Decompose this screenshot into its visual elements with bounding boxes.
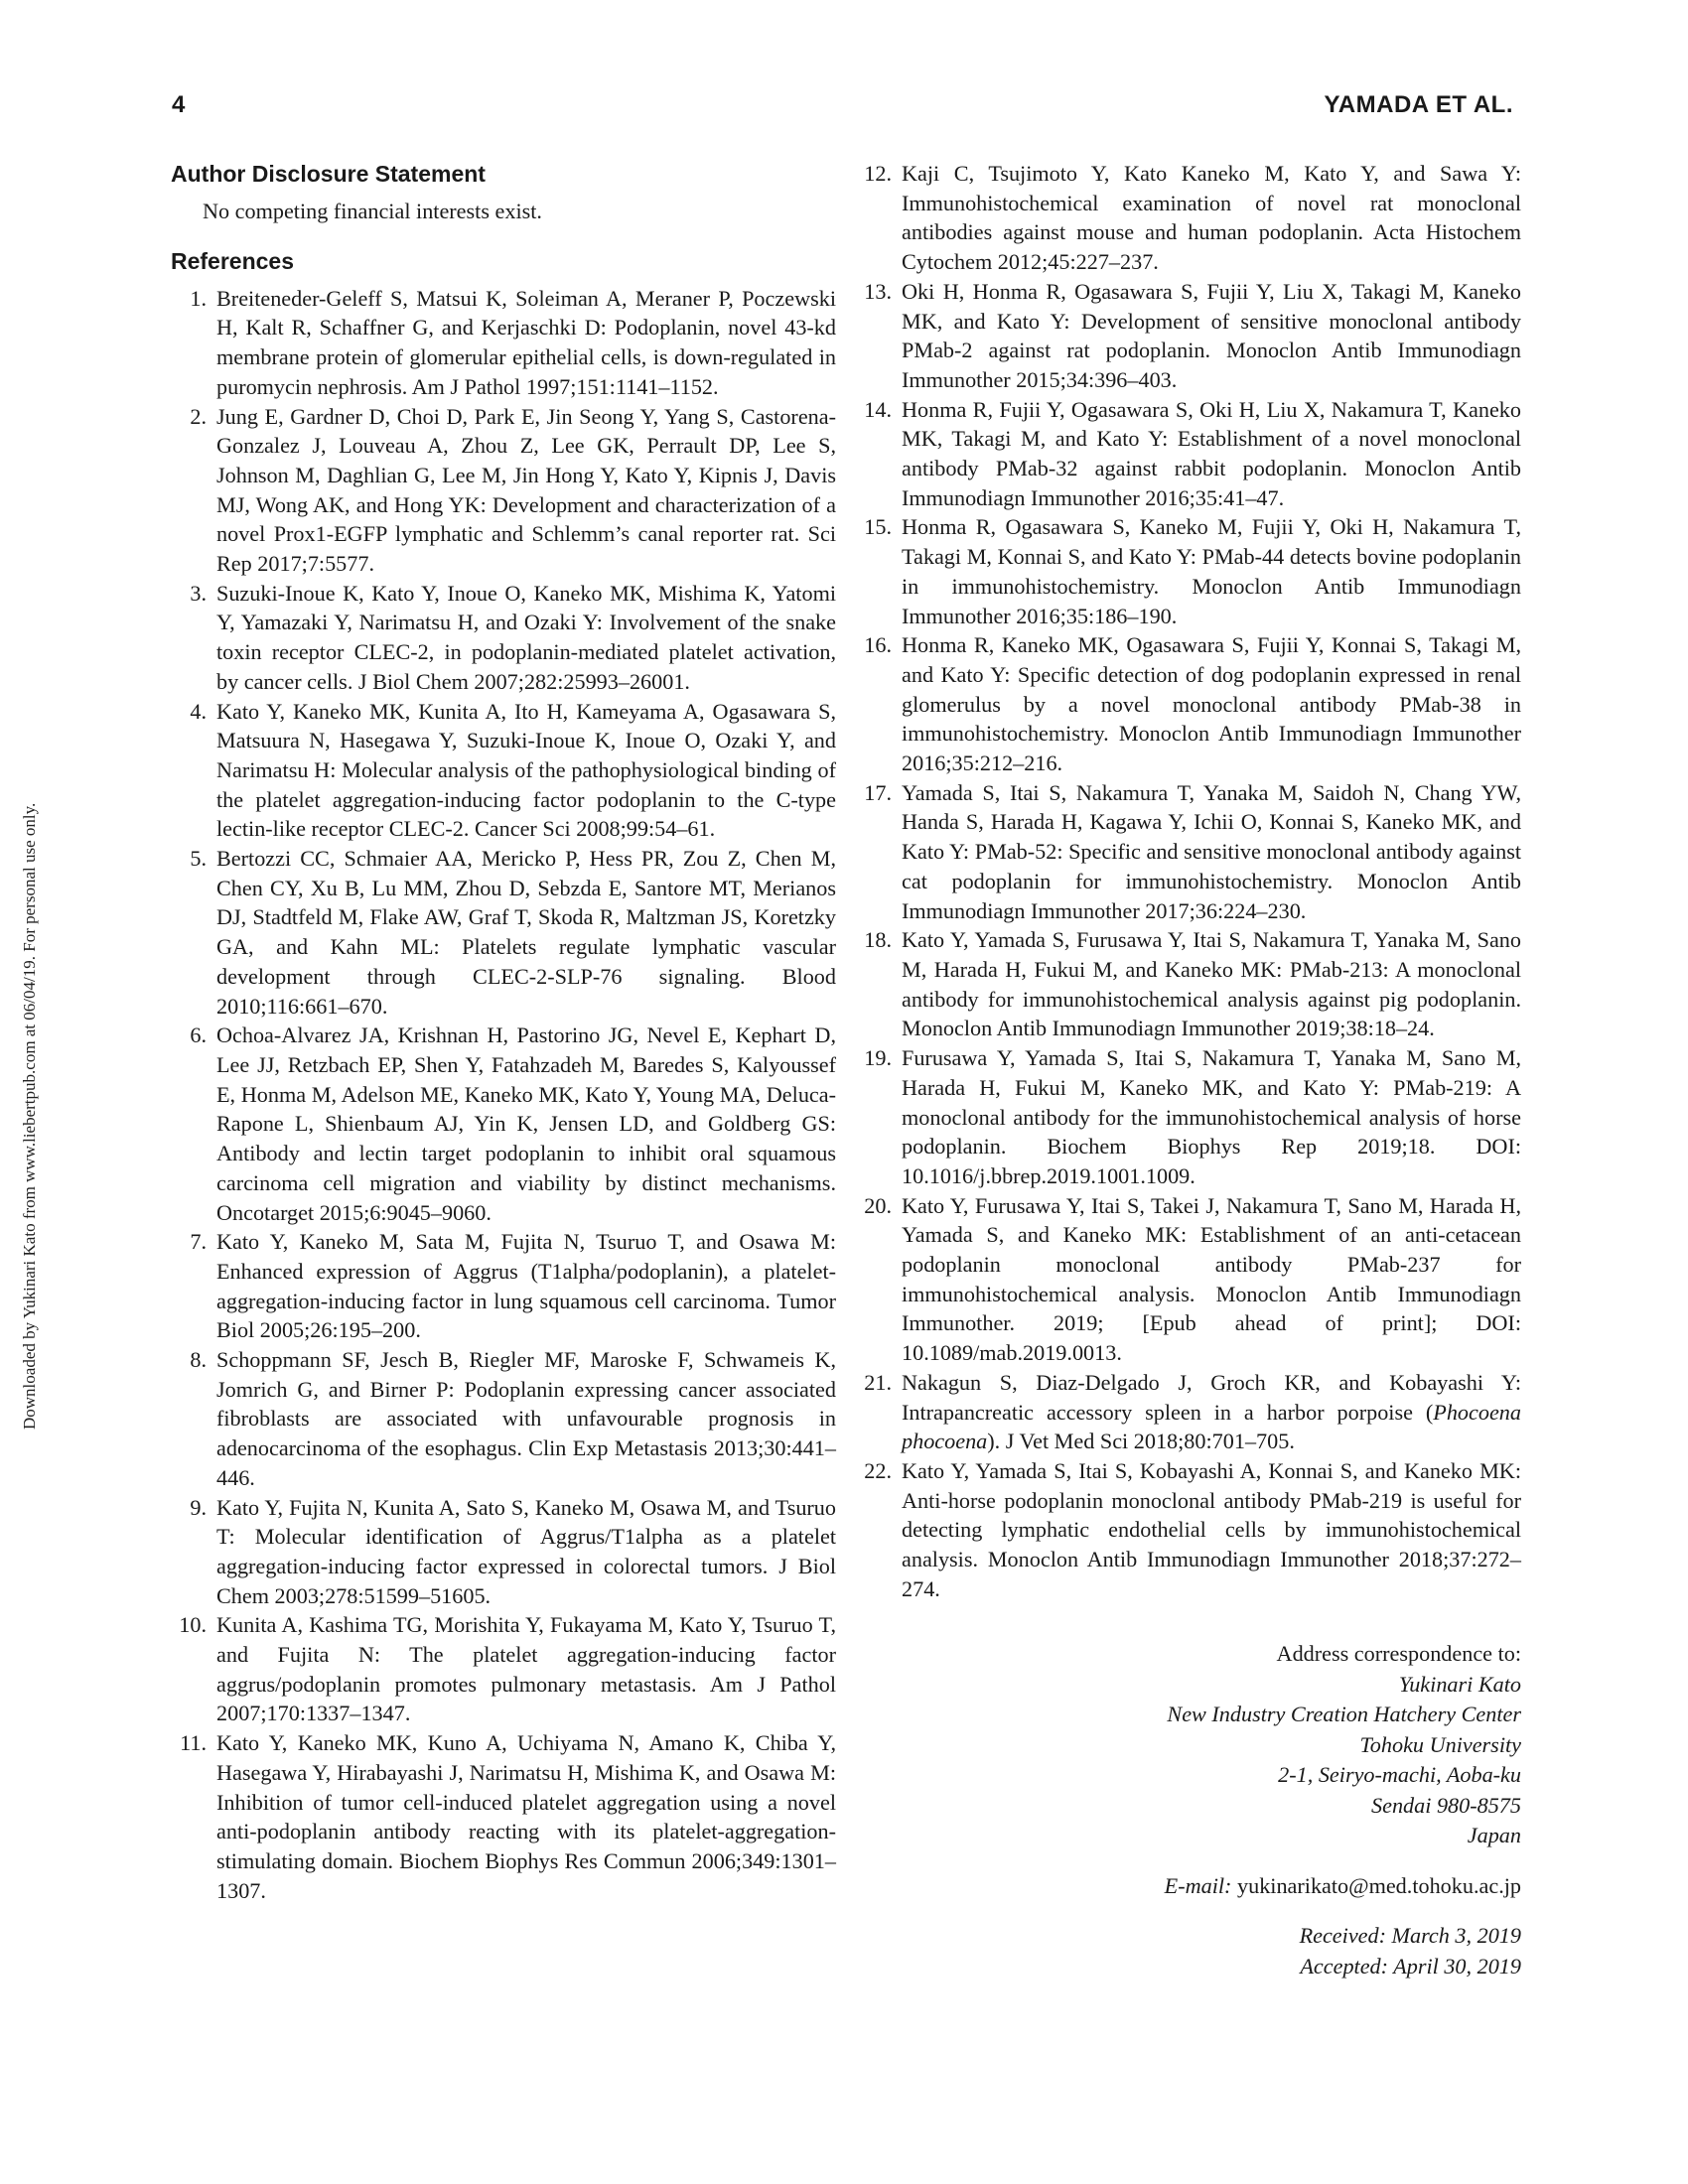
reference-item	[171, 284, 836, 402]
reference-list-right	[856, 159, 1521, 1603]
reference-text: Furusawa Y, Yamada S, Itai S, Nakamura T, Yanaka M, Sano M, Harada H, Fukui M, Kaneko MK, and Kato Y: PMab-219: A monoclonal antibody for the immunohistochemical analysis of horse podoplanin. Biochem Biophys Rep 2019;18. DOI: 10.1016/j.bbrep.2019.1001.1009.	[902, 1045, 1521, 1188]
reference-text: Bertozzi CC, Schmaier AA, Mericko P, Hess PR, Zou Z, Chen M, Chen CY, Xu B, Lu MM, Zhou D, Sebzda E, Santore MT, Merianos DJ, Stadtfeld M, Flake AW, Graf T, Skoda R, Maltzman JS, Koretzky GA, and Kahn ML: Platelets regulate lymphatic vascular development through CLEC-2-SLP-76 signaling. Blood 2010;116:661–670.	[216, 846, 836, 1019]
reference-text-tail: ). J Vet Med Sci 2018;80:701–705.	[987, 1429, 1295, 1454]
disclosure-heading: Author Disclosure Statement	[171, 161, 486, 187]
reference-item	[856, 1368, 1521, 1456]
reference-text: Nakagun S, Diaz-Delgado J, Groch KR, and Kobayashi Y: Intrapancreatic accessory spleen in a harbor porpoise (	[902, 1369, 1521, 1425]
accepted-date: Accepted: April 30, 2019	[1300, 1953, 1521, 1979]
email-address[interactable]: yukinarikato@med.tohoku.ac.jp	[1237, 1872, 1521, 1898]
reference-number: 8.	[190, 1347, 207, 1373]
reference-number: 18.	[864, 927, 892, 953]
reference-number: 13.	[864, 278, 892, 304]
left-column	[171, 159, 836, 1905]
reference-item	[856, 1043, 1521, 1191]
reference-number: 9.	[190, 1494, 207, 1520]
correspondence-email-row	[856, 1871, 1521, 1902]
reference-text: Oki H, Honma R, Ogasawara S, Fujii Y, Liu X, Takagi M, Kaneko MK, and Kato Y: Development of sensitive monoclonal antibody PMab-2 against rat podoplanin. Monoclon Antib Immunodiagn Immunother 2015;34:396–403.	[902, 278, 1521, 392]
reference-text: Breiteneder-Geleff S, Matsui K, Soleiman A, Meraner P, Poczewski H, Kalt R, Schaffner G, and Kerjaschki D: Podoplanin, novel 43-kd membrane protein of glomerular epithelial cells, is down-regulated in puromycin nephrosis. Am J Pathol 1997;151:1141–1152.	[216, 285, 836, 399]
reference-item	[856, 778, 1521, 926]
download-notice: Downloaded by Yukinari Kato from www.liebertpub.com at 06/04/19. For personal use only.	[20, 802, 39, 1430]
reference-text: Kaji C, Tsujimoto Y, Kato Kaneko M, Kato Y, and Sawa Y: Immunohistochemical examination of novel rat monoclonal antibodies against mouse and human podoplanin. Acta Histochem Cytochem 2012;45:227–237.	[902, 161, 1521, 275]
correspondence-line: New Industry Creation Hatchery Center	[1167, 1702, 1521, 1727]
correspondence-block	[856, 1639, 1521, 1981]
correspondence-line: 2-1, Seiryo-machi, Aoba-ku	[1278, 1762, 1521, 1788]
reference-number: 19.	[864, 1045, 892, 1071]
page-number: 4	[172, 91, 186, 118]
correspondence-intro: Address correspondence to:	[1276, 1641, 1521, 1667]
received-date: Received: March 3, 2019	[1299, 1923, 1521, 1949]
references-heading: References	[171, 247, 295, 274]
reference-item	[171, 579, 836, 697]
reference-item	[856, 630, 1521, 778]
reference-number: 3.	[190, 580, 207, 606]
correspondence-line: Tohoku University	[1359, 1731, 1521, 1757]
reference-number: 7.	[190, 1229, 207, 1255]
reference-item	[856, 1191, 1521, 1368]
reference-number: 22.	[864, 1457, 892, 1483]
reference-text: Kato Y, Furusawa Y, Itai S, Takei J, Nakamura T, Sano M, Harada H, Yamada S, and Kaneko MK: Establishment of an anti-cetacean podoplanin monoclonal antibody PMab-237 for immunohistochemical analysis. Monoclon Antib Immunodiagn Immunother. 2019; [Epub ahead of print]; DOI: 10.1089/mab.2019.0013.	[902, 1192, 1521, 1366]
reference-item	[856, 395, 1521, 513]
reference-text: Suzuki-Inoue K, Kato Y, Inoue O, Kaneko MK, Mishima K, Yatomi Y, Yamazaki Y, Narimatsu H, and Ozaki Y: Involvement of the snake toxin receptor CLEC-2, in podoplanin-mediated platelet activation, by cancer cells. J Biol Chem 2007;282:25993–26001.	[216, 580, 836, 694]
reference-text: Kato Y, Kaneko M, Sata M, Fujita N, Tsuruo T, and Osawa M: Enhanced expression of Aggrus (T1alpha/podoplanin), a platelet-aggregation-inducing factor in lung squamous cell carcinoma. Tumor Biol 2005;26:195–200.	[216, 1229, 836, 1343]
correspondence-name: Yukinari Kato	[1398, 1671, 1521, 1697]
reference-text: Kato Y, Yamada S, Furusawa Y, Itai S, Nakamura T, Yanaka M, Sano M, Harada H, Fukui M, and Kaneko MK: PMab-213: A monoclonal antibody for immunohistochemical analysis against pig podoplanin. Monoclon Antib Immunodiagn Immunother 2019;38:18–24.	[902, 927, 1521, 1041]
reference-number: 17.	[864, 779, 892, 805]
reference-list-left	[171, 284, 836, 1906]
reference-species: Phocoena phocoena	[902, 1399, 1521, 1454]
reference-item	[171, 1728, 836, 1905]
reference-text: Yamada S, Itai S, Nakamura T, Yanaka M, Saidoh N, Chang YW, Handa S, Harada H, Kagawa Y, Ichii O, Konnai S, Kaneko MK, and Kato Y: PMab-52: Specific and sensitive monoclonal antibody against cat podoplanin for immunohistochemistry. Monoclon Antib Immunodiagn Immunother 2017;36:224–230.	[902, 779, 1521, 923]
reference-text: Schoppmann SF, Jesch B, Riegler MF, Maroske F, Schwameis K, Jomrich G, and Birner P: Podoplanin expressing cancer associated fibroblasts are associated with unfavourable prognosis in adenocarcinoma of the esophagus. Clin Exp Metastasis 2013;30:441–446.	[216, 1347, 836, 1490]
reference-item	[856, 159, 1521, 277]
reference-item	[171, 1227, 836, 1345]
reference-item	[856, 512, 1521, 630]
reference-number: 6.	[190, 1023, 207, 1048]
reference-number: 5.	[190, 846, 207, 872]
reference-text: Kato Y, Kaneko MK, Kunita A, Ito H, Kameyama A, Ogasawara S, Matsuura N, Hasegawa Y, Suzuki-Inoue K, Inoue O, Ozaki Y, and Narimatsu H: Molecular analysis of the pathophysiological binding of the platelet aggregation-inducing factor podoplanin to the C-type lectin-like receptor CLEC-2. Cancer Sci 2008;99:54–61.	[216, 698, 836, 842]
reference-item	[171, 844, 836, 1021]
reference-number: 4.	[190, 698, 207, 724]
reference-number: 14.	[864, 396, 892, 422]
reference-text: Kunita A, Kashima TG, Morishita Y, Fukayama M, Kato Y, Tsuruo T, and Fujita N: The platelet aggregation-inducing factor aggrus/podoplanin promotes pulmonary metastasis. Am J Pathol 2007;170:1337–1347.	[216, 1612, 836, 1726]
reference-text: Kato Y, Fujita N, Kunita A, Sato S, Kaneko M, Osawa M, and Tsuruo T: Molecular identification of Aggrus/T1alpha as a platelet aggregation-inducing factor expressed in colorectal tumors. J Biol Chem 2003;278:51599–51605.	[216, 1494, 836, 1608]
reference-number: 15.	[864, 514, 892, 540]
correspondence-line: Sendai 980-8575	[1371, 1792, 1521, 1818]
reference-item	[171, 1345, 836, 1493]
correspondence-line: Japan	[1467, 1823, 1521, 1848]
reference-item	[856, 925, 1521, 1043]
reference-text: Kato Y, Kaneko MK, Kuno A, Uchiyama N, Amano K, Chiba Y, Hasegawa Y, Hirabayashi J, Narimatsu H, Mishima K, and Osawa M: Inhibition of tumor cell-induced platelet aggregation using a novel anti-podoplanin antibody reacting with its platelet-aggregation-stimulating domain. Biochem Biophys Res Commun 2006;349:1301–1307.	[216, 1730, 836, 1903]
reference-text: Honma R, Fujii Y, Ogasawara S, Oki H, Liu X, Nakamura T, Kaneko MK, Takagi M, and Kato Y: Establishment of a novel monoclonal antibody PMab-32 against rabbit podoplanin. Monoclon Antib Immunodiagn Immunother 2016;35:41–47.	[902, 396, 1521, 510]
running-head: YAMADA ET AL.	[1324, 91, 1513, 118]
reference-item	[171, 1610, 836, 1728]
reference-item	[856, 277, 1521, 395]
reference-text: Honma R, Kaneko MK, Ogasawara S, Fujii Y, Konnai S, Takagi M, and Kato Y: Specific detection of dog podoplanin expressed in renal glomerulus by a novel monoclonal antibody PMab-38 in immunohistochemistry. Monoclon Antib Immunodiagn Immunother 2016;35:212–216.	[902, 632, 1521, 776]
reference-number: 1.	[190, 285, 207, 311]
reference-text: Honma R, Ogasawara S, Kaneko M, Fujii Y, Oki H, Nakamura T, Takagi M, Konnai S, and Kato Y: PMab-44 detects bovine podoplanin in immunohistochemistry. Monoclon Antib Immunodiagn Immunother 2016;35:186–190.	[902, 514, 1521, 628]
reference-text: Ochoa-Alvarez JA, Krishnan H, Pastorino JG, Nevel E, Kephart D, Lee JJ, Retzbach EP, Shen Y, Fatahzadeh M, Baredes S, Kalyoussef E, Honma M, Adelson ME, Kaneko MK, Kato Y, Young MA, Deluca-Rapone L, Shienbaum AJ, Yin K, Jensen LD, and Goldberg GS: Antibody and lectin target podoplanin to inhibit oral squamous carcinoma cell migration and viability by distinct mechanisms. Oncotarget 2015;6:9045–9060.	[216, 1023, 836, 1225]
reference-text: Jung E, Gardner D, Choi D, Park E, Jin Seong Y, Yang S, Castorena-Gonzalez J, Louveau A, Zhou Z, Lee GK, Perrault DP, Lee S, Johnson M, Daghlian G, Lee M, Jin Hong Y, Kato Y, Kipnis J, Davis MJ, Wong AK, and Hong YK: Development and characterization of a novel Prox1-EGFP lymphatic and Schlemm’s canal reporter rat. Sci Rep 2017;7:5577.	[216, 403, 836, 577]
reference-number: 12.	[864, 161, 892, 186]
disclosure-text: No competing financial interests exist.	[203, 199, 542, 223]
reference-number: 20.	[864, 1192, 892, 1218]
reference-item	[171, 402, 836, 579]
reference-number: 10.	[179, 1612, 207, 1638]
reference-number: 2.	[190, 403, 207, 429]
reference-item	[171, 697, 836, 845]
reference-item	[171, 1493, 836, 1611]
reference-number: 16.	[864, 632, 892, 658]
reference-item	[856, 1456, 1521, 1604]
reference-number: 21.	[864, 1369, 892, 1395]
email-label: E-mail:	[1164, 1872, 1232, 1898]
reference-text: Kato Y, Yamada S, Itai S, Kobayashi A, Konnai S, and Kaneko MK: Anti-horse podoplanin monoclonal antibody PMab-219 is useful for detecting lymphatic endothelial cells by immunohistochemical analysis. Monoclon Antib Immunodiagn Immunother 2018;37:272–274.	[902, 1457, 1521, 1601]
reference-item	[171, 1021, 836, 1227]
reference-number: 11.	[180, 1730, 207, 1756]
right-column	[856, 159, 1521, 1981]
